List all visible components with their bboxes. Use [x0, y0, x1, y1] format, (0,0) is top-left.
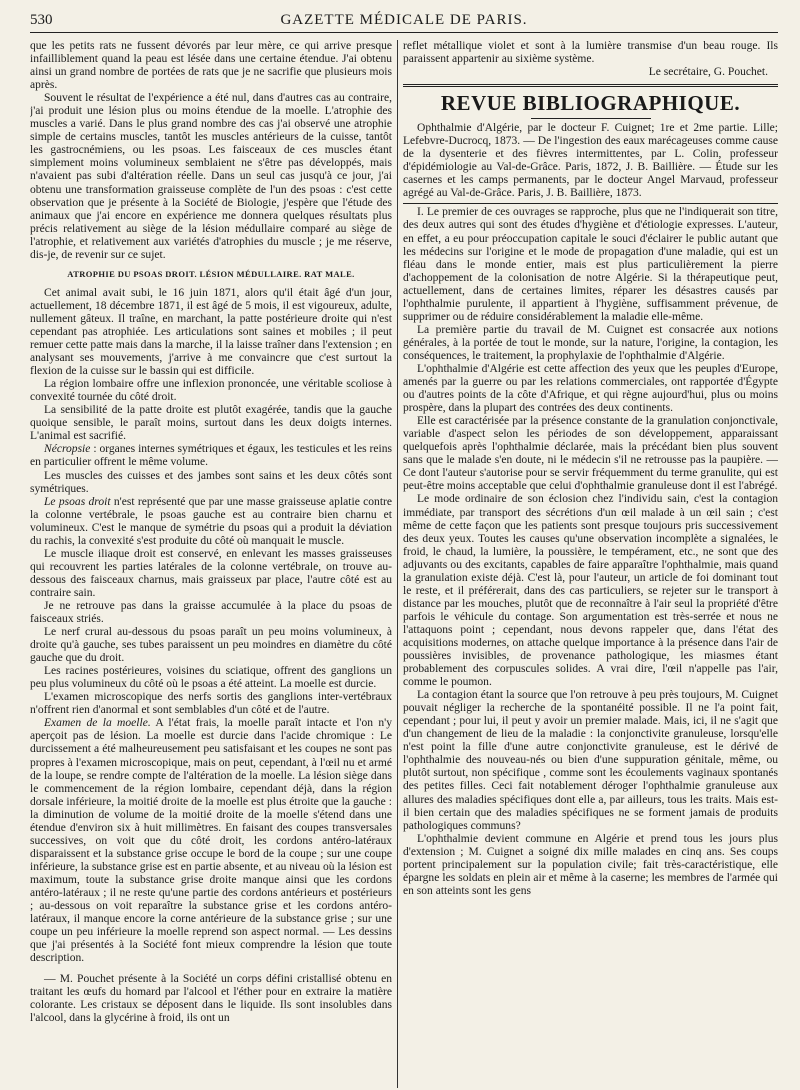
column-divider	[397, 40, 398, 1088]
paragraph-body: : organes internes symétriques et égaux, les testicules et les reins en particulier offrent le même volume.	[30, 443, 392, 469]
paragraph: Le mode ordinaire de son éclosion chez l'individu sain, c'est la contagion immédiate, par transport des sécrétions d'un œil malade à un œil sain ; c'est même de cette façon que les patients sont presque toujours pris successivement des deux yeux. Toutes les causes qu'une observation incomplète a signalées, le froid, le chaud, la lumière, la poussière, le tempérament, etc., ne sont que des adjuvants ou des excitants, capables de faire apparaître l'ophthalmie, mais quand la granulation existe déjà. C'est là, pour l'auteur, un article de foi dominant tout le reste, et il préférerait, dans des cas particuliers, se rejeter sur le transport à distance par les mouches, plutôt que de reconnaître à l'air seul la propriété d'être parfois le véhicule du contage. Son argumentation est très-serrée et nous ne l'attaquons point ; cependant, nous devons rappeler que, dans l'état des acquisitions modernes, on attache quelque importance à la présence dans l'air de poussières invisibles, de provenance pathologique, les miasmes étant probablement des corpuscules solides. A vrai dire, l'œil n'appelle pas l'air, comme le poumon.	[403, 493, 778, 689]
running-header	[30, 10, 778, 33]
title-underline	[531, 118, 651, 119]
paragraph: L'examen microscopique des nerfs sortis des ganglions inter-vertébraux n'offrent rien d'anormal et sont semblables d'un côté et de l'autre.	[30, 691, 392, 717]
paragraph: Les racines postérieures, voisines du sciatique, offrent des ganglions un peu plus volumineux du côté où le psoas a été atteint. La moelle est durcie.	[30, 665, 392, 691]
left-column	[30, 40, 392, 1088]
paragraph: Le nerf crural au-dessous du psoas paraît un peu moins volumineux, à droite qu'à gauche, ses tubes paraissent un peu moindres en diamètre du côté gauche que du droit.	[30, 626, 392, 665]
paragraph-body: n'est représenté que par une masse graisseuse aplatie contre la colonne vertébrale, le psoas gauche est au contraire bien charnu et volumineux. C'est le manque de symétrie du psoas qui a produit la déviation du rachis, la convexité s'est produite du côté où manquait le muscle.	[30, 495, 392, 547]
paragraph: Cet animal avait subi, le 16 juin 1871, alors qu'il était âgé d'un jour, actuellement, 18 décembre 1871, il est âgé de 5 mois, il est vigoureux, adulte, nullement gâteux. Il traîne, en marchant, la patte postérieure droite qui n'est cependant pas atrophiée. Les articulations sont saines et mobiles ; il peut remuer cette patte mais dans la marche, il la laisse traîner dans l'extension ; en analysant ses mouvements, j'arrive à me convaincre que c'est surtout la flexion de la cuisse sur le bassin qui est difficile.	[30, 286, 392, 378]
paragraph: Les muscles des cuisses et des jambes sont sains et les deux côtés sont symétriques.	[30, 469, 392, 495]
right-column	[403, 40, 778, 1088]
paragraph: reflet métallique violet et sont à la lumière transmise d'un beau rouge. Ils paraissent appartenir au sixième système.	[403, 40, 778, 66]
paragraph: Je ne retrouve pas dans la graisse accumulée à la place du psoas de faisceaux striés.	[30, 599, 392, 626]
paragraph-lead: Nécropsie	[44, 443, 91, 456]
paragraph: La contagion étant la source que l'on retrouve à peu près toujours, M. Cuignet pouvait négliger la recherche de la spontanéité possible. Il ne l'a point fait, cependant ; pour lui, il peut y avoir un premier malade. Mais, ici, il ne s'agit que d'un changement de lieu de la maladie : la conjonctivite granuleuse, lorsqu'elle n'est point la fille d'une autre conjonctivite granuleuse, est le dérivé de l'ophthalmie des nouveau-nés ou bien d'une suppuration génitale, même, ou plutôt surtout, non spécifique , comme sont les écoulements vaginaux spontanés des petites filles. Ceci fait notablement déroger l'ophthalmie granuleuse aux allures des maladies spécifiques dont elle a, par ailleurs, tous les traits. Mais est-il bien certain que des maladies spécifiques ne se forment jamais de produits pathologiques communs?	[403, 689, 778, 832]
paragraph	[30, 717, 392, 965]
section-rule	[403, 84, 778, 87]
paragraph-body: A l'état frais, la moelle paraît intacte et l'on n'y aperçoit pas de lésion. La moelle est durcie dans l'acide chromique : Le durcissement a été malheureusement peu satisfaisant et les coupes ne sont pas propres à l'examen microscopique, mais on peut, cependant, à l'œil nu et armé de la loupe, se rendre compte de l'altération de la moelle. La lésion siège dans le commencement de la région lombaire, cependant déjà, dans la région dorsale inférieure, la moitié droite de la moelle est plus étroite que la gauche : la diminution de volume de la moitié droite de la moelle s'étend dans une étendue d'environ six à huit millimètres. En faisant des coupes transversales successives, on voit que du côté droit, les cordons antéro-latéraux disparaissent et la substance grise occupe le bord de la coupe ; sur une coupe inférieure, la substance grise est en partie absente, et au niveau où la lésion est maximum, toute la substance grise droite manque ainsi que les cordons antéro-latéraux ; il ne reste qu'une partie des cordons antérieurs et postérieurs ; au-dessous on voit reparaître la substance grise et les cordons antéro-latéraux, il manque encore la corne antérieure de la substance grise ; sur une coupe un peu inférieure la moelle reprend son aspect normal. — Les dessins que j'ai présentés à la Société font mieux comprendre la lésion que toute description.	[30, 717, 392, 965]
paragraph: L'ophthalmie devient commune en Algérie et prend tous les jours plus d'extension ; M. Cuignet a soigné dix mille malades en cinq ans. Ses coups portent principalement sur la population civile; fait très-caractéristique, elle épargne les soldats en plein air et même à la caserne; les membres de l'armée qui en son atteints sont les gens	[403, 832, 778, 897]
paragraph-lead: Examen de la moelle.	[44, 717, 151, 730]
paragraph: Elle est caractérisée par la présence constante de la granulation conjonctivale, variable d'aspect selon les périodes de son développement, apparaissant quelquefois après l'ophthalmie déclarée, mais la précédant bien plus souvent sans que le malade s'en doute, ni le médecin s'il ne retrousse pas la paupière. — Ce dont l'auteur s'autorise pour se servir fréquemment du terme granulite, qui est peut-être moins acceptable que celui d'ophthalmie granuleuse dont il est l'abrégé.	[403, 415, 778, 493]
paragraph: I. Le premier de ces ouvrages se rapproche, plus que ne l'indiquerait son titre, des deux autres qui sont des études d'hygiène et d'étiologie expresses. L'auteur, en effet, a eu pour préoccupation capitale le souci d'éclairer le public autant que les médecins sur l'origine et le mode de propagation d'une maladie, qui est un fléau dans le monde entier, mais est plus particulièrement la pierre d'achoppement de la colonisation de notre Algérie. Si la thérapeutique peut, actuellement, dans de certaines limites, réparer les désastres causés par l'ophthalmie purulente, il appartient à l'hygiène, suffisamment prévenue, de supprimer ou de réduire considérablement la maladie elle-même.	[403, 206, 778, 323]
section-title: REVUE BIBLIOGRAPHIQUE.	[440, 91, 741, 116]
paragraph: Le muscle iliaque droit est conservé, en enlevant les masses graisseuses qui recouvrent les parties latérales de la colonne vertébrale, on trouve au-dessous des faisceaux charnus, mais graisseux par place, l'autre côté est au contraire sain.	[30, 547, 392, 599]
section-rule	[403, 203, 778, 204]
page-number: 530	[30, 12, 53, 28]
journal-title: GAZETTE MÉDICALE DE PARIS.	[280, 12, 528, 28]
paragraph	[30, 496, 392, 548]
paragraph: La sensibilité de la patte droite est plutôt exagérée, tandis que la gauche quoique sensible, le paraît moins, surtout dans les deux doigts internes. L'animal est sacrifié.	[30, 404, 392, 443]
paragraph: La région lombaire offre une inflexion prononcée, une véritable scoliose à convexité tournée du côté droit.	[30, 378, 392, 404]
paragraph	[30, 443, 392, 469]
signature: Le secrétaire, G. Pouchet.	[648, 66, 768, 79]
section-heading: ATROPHIE DU PSOAS DROIT. LÉSION MÉDULLAIRE. RAT MALE.	[67, 268, 355, 279]
paragraph: L'ophthalmie d'Algérie est cette affection des yeux que les peuples d'Europe, amenés par la guerre ou par les relations commerciales, ont rapportée d'Égypte ou d'autres points de la côte d'Afrique, et qui règne aujourd'hui, plus ou moins prospère, dans la plupart des contrées des deux continents.	[403, 362, 778, 415]
paragraph-lead: Le psoas droit	[44, 495, 111, 508]
paragraph: que les petits rats ne fussent dévorés par leur mère, ce qui arrive presque infailliblement quand la peau est lésée dans une certaine étendue. J'ai obtenu ainsi un grand nombre de portées de rats que je ne sacrifie que plusieurs mois après.	[30, 40, 392, 92]
bibliographic-references: Ophthalmie d'Algérie, par le docteur F. Cuignet; 1re et 2me partie. Lille; Lefebvre-Ducrocq, 1873. — De l'ingestion des eaux marécageuses comme cause de la dysenterie et des fièvres intermittentes, par L. Colin, professeur d'épidémiologie au Val-de-Grâce. Paris, 1872, J. B. Baillière. — Étude sur les casernes et les camps permanents, par le docteur Angel Marvaud, professeur agrégé au Val-de-Grâce. Paris, J. B. Baillière, 1873.	[403, 122, 778, 200]
paragraph: La première partie du travail de M. Cuignet est consacrée aux notions générales, à la portée de tout le monde, sur la nature, l'origine, la contagion, les conséquences, le traitement, la prophylaxie de l'ophthalmie d'Algérie.	[403, 323, 778, 362]
paragraph: — M. Pouchet présente à la Société un corps défini cristallisé obtenu en traitant les œufs du homard par l'alcool et l'éther pour en extraire la matière colorante. Les cristaux se déposent dans le liquide. Ils sont insolubles dans l'alcool, dans la glycérine à froid, ils ont un	[30, 973, 392, 1025]
paragraph: Souvent le résultat de l'expérience a été nul, dans d'autres cas au contraire, j'ai produit une lésion plus ou moins étendue de la moelle. L'atrophie des muscles a varié. Dans le plus grand nombre des cas j'ai observé une atrophie simple de certains muscles, tantôt les muscles antérieurs de la cuisse, tantôt les gastrocnémiens, ou les psoas. Les faisceaux de ces muscles étant simplement moins volumineux semblaient ne s'être pas développés, mais n'avaient pas subi d'altération réelle. Dans un seul cas jusqu'à ce jour, j'ai obtenu une transformation graisseuse complète de l'un des psoas : c'est cette observation que je présente à la Société de Biologie, j'espère que l'étude des animaux que j'ai encore en expérience me donnera quelques résultats plus précis relativement au siège de la lésion médullaire comparé au siège de l'atrophie, et relativement aux variétés d'atrophies du muscle ; je me réserve, dis-je, de revenir sur ce sujet.	[30, 92, 392, 261]
